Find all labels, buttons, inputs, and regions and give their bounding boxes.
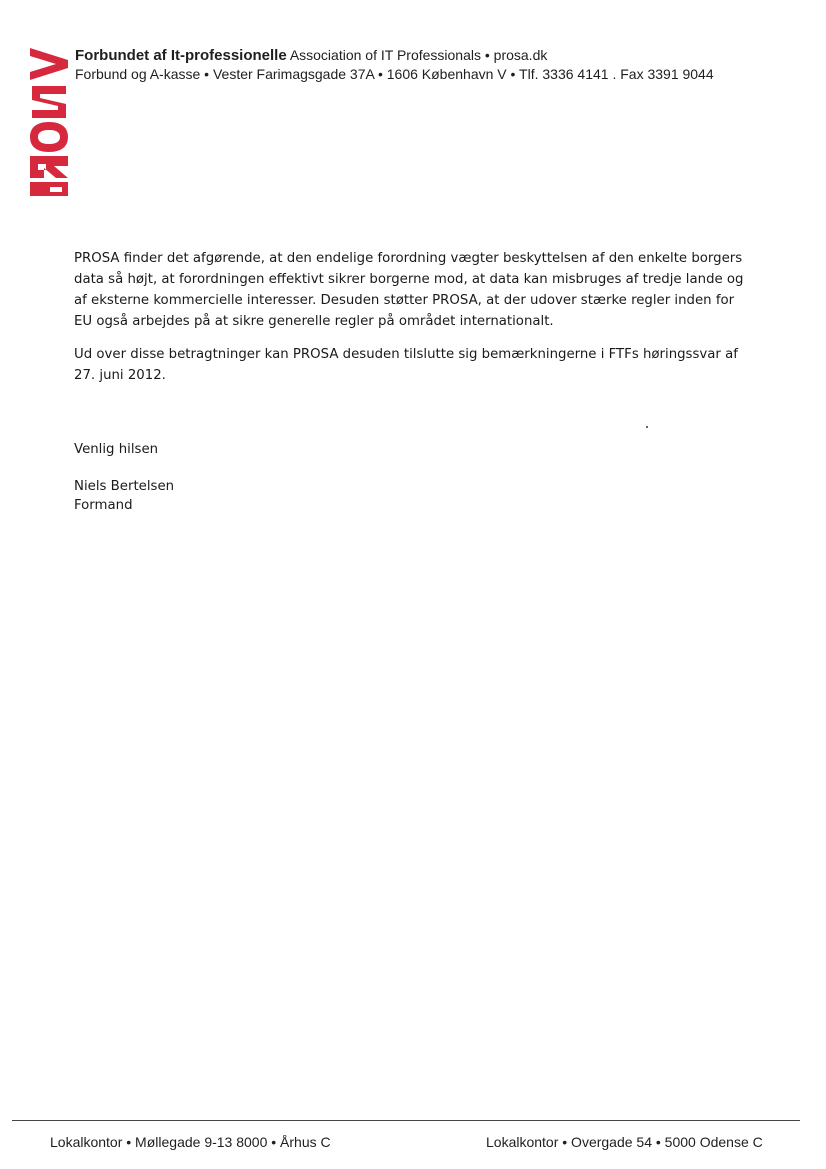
paragraph-1: PROSA finder det afgørende, at den endelige forordning vægter beskyttelsen af den enkelte borgers data så højt, at forordningen effektivt sikrer borgerne mod, at data kan misbruges af tredje lande og af eksterne kommercielle interesser. Desuden støtter PROSA, at der udover stærke regler inden for EU også arbejdes på at sikre generelle regler på området internationalt. [74,251,744,329]
scan-speck [646,426,648,428]
prosa-logo [26,46,72,196]
footer-right-office: Lokalkontor • Overgade 54 • 5000 Odense C [486,1134,763,1150]
letter-body [74,248,754,398]
org-tagline: Association of IT Professionals • prosa.dk [289,47,548,63]
paragraph-2: Ud over disse betragtninger kan PROSA desuden tilslutte sig bemærkningerne i FTFs høringssvar af 27. juni 2012. [74,347,738,383]
address-line: Forbund og A-kasse • Vester Farimagsgade 37A • 1606 København V • Tlf. 3336 4141 . Fax 3391 9044 [75,66,714,82]
closing-block [74,440,474,515]
letterhead-line-1 [75,46,815,65]
signer-name: Niels Bertelsen [74,479,175,494]
footer-divider [12,1120,800,1121]
greeting: Venlig hilsen [74,442,159,457]
org-name: Forbundet af It-professionelle [75,47,287,64]
letterhead [75,46,815,83]
signer-title: Formand [74,498,133,513]
footer-left-office: Lokalkontor • Møllegade 9-13 8000 • Århus C [50,1134,331,1150]
